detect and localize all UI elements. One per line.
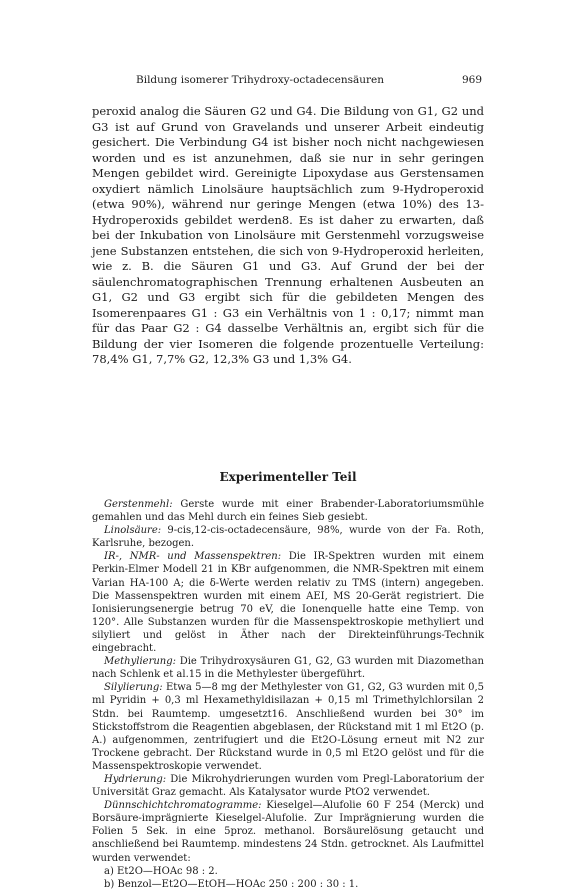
body-text <box>92 104 484 368</box>
page-number: 969 <box>461 74 482 86</box>
body-paragraph: peroxid analog die Säuren G2 und G4. Die Bildung von G1, G2 und G3 ist auf Grund von Gravelands und unserer Arbeit eindeutig gesichert. Die Verbindung G4 ist bisher noch nicht nachgewiesen worden und es ist anzunehmen, daß sie nur in sehr geringen Mengen gebildet wird. Gereinigte Lipoxydase aus Gerstensamen oxydiert nämlich Linolsäure hauptsächlich zum 9-Hydroperoxid (etwa 90%), während nur geringe Mengen (etwa 10%) des 13-Hydroperoxids gebildet werden8. Es ist daher zu erwarten, daß bei der Inkubation von Linolsäure mit Gerstenmehl vorzugsweise jene Substanzen entstehen, die sich von 9-Hydroperoxid herleiten, wie z. B. die Säuren G1 und G3. Auf Grund der bei der säulenchromatographischen Trennung erhaltenen Ausbeuten an G1, G2 und G3 ergibt sich für die gebildeten Mengen des Isomerenpaares G1 : G3 ein Verhältnis von 1 : 0,17; nimmt man für das Paar G2 : G4 dasselbe Verhältnis an, ergibt sich für die Bildung der vier Isomeren die folgende prozentuelle Verteilung: 78,4% G1, 7,7% G2, 12,3% G3 und 1,3% G4. <box>92 104 484 366</box>
gerstenmehl-label: Gerstenmehl: <box>104 499 173 510</box>
hydrierung-label: Hydrierung: <box>104 773 167 785</box>
methylierung-label: Methylierung: <box>104 656 177 668</box>
hydrierung-paragraph <box>92 773 484 799</box>
dc-label: Dünnschichtchromatogramme: <box>104 800 262 812</box>
silylierung-label: Silylierung: <box>104 682 163 694</box>
methylierung-paragraph <box>92 655 484 681</box>
linolsaeure-text: 9-cis,12-cis-octadecensäure, 98%, wurde von der Fa. Roth, Karlsruhe, bezogen. <box>92 525 484 550</box>
dc-text: Kieselgel—Alufolie 60 F 254 (Merck) und Borsäure-imprägnierte Kieselgel-Alufolie. Zur Imprägnierung wurden die Folien 5 Sek. in eine 5proz. methanol. Borsäurelösung getaucht und anschließend bei Raumtemp. mindestens 24 Stdn. getrocknet. Als Laufmittel wurden verwendet: <box>92 800 484 864</box>
silylierung-text: Etwa 5—8 mg der Methylester von G1, G2, G3 wurden mit 0,5 ml Pyridin + 0,3 ml Hexamethyldisilazan + 0,15 ml Trimethylchlorsilan 2 Stdn. bei Raumtemp. umgesetzt16. Anschließend wurden bei 30° im Stickstoffstrom die Reagentien abgeblasen, der Rückstand mit 1 ml Et2O (p. A.) aufgenommen, zentrifugiert und die Et2O-Lösung erneut mit N2 zur Trockene gebracht. Der Rückstand wurde in 0,5 ml Et2O gelöst und für die Massenspektroskopie verwendet. <box>92 682 484 772</box>
spektren-text: Die IR-Spektren wurden mit einem Perkin-Elmer Modell 21 in KBr aufgenommen, die NMR-Spektren mit einem Varian HA-100 A; die δ-Werte werden relativ zu TMS (intern) angegeben. Die Massenspektren wurden mit einem AEI, MS 20-Gerät registriert. Die Ionisierungsenergie betrug 70 eV, die Ionenquelle hatte eine Temp. von 120°. Alle Substanzen wurden für die Massenspektroskopie methyliert und silyliert und gelöst in Äther nach der Direkteinführungs-Technik eingebracht. <box>92 551 484 655</box>
experimental-section <box>92 498 484 891</box>
laufmittel-item-a: a) Et2O—HOAc 98 : 2. <box>104 865 218 877</box>
silylierung-paragraph <box>92 681 484 773</box>
linolsaeure-label: Linolsäure: <box>104 525 162 537</box>
methylierung-text: Die Trihydroxysäuren G1, G2, G3 wurden mit Diazomethan nach Schlenk et al.15 in die Methylester übergeführt. <box>92 656 484 681</box>
dc-paragraph <box>92 799 484 864</box>
hydrierung-text: Die Mikrohydrierungen wurden vom Pregl-Laboratorium der Universität Graz gemacht. Als Katalysator wurde PtO2 verwendet. <box>92 773 484 799</box>
gerstenmehl-text: Gerste wurde mit einer Brabender-Laboratoriumsmühle gemahlen und das Mehl durch ein feines Sieb gesiebt. <box>92 499 484 524</box>
running-title: Bildung isomerer Trihydroxy-octadecensäuren <box>136 74 384 86</box>
section-title: Experimenteller Teil <box>219 470 357 484</box>
spektren-label: IR-, NMR- und Massenspektren: <box>104 551 282 563</box>
laufmittel-item-b: b) Benzol—Et2O—EtOH—HOAc 250 : 200 : 30 : 1. <box>104 878 359 890</box>
gerstenmehl-paragraph <box>92 498 484 524</box>
linolsaeure-paragraph <box>92 524 484 550</box>
spektren-paragraph <box>92 550 484 655</box>
